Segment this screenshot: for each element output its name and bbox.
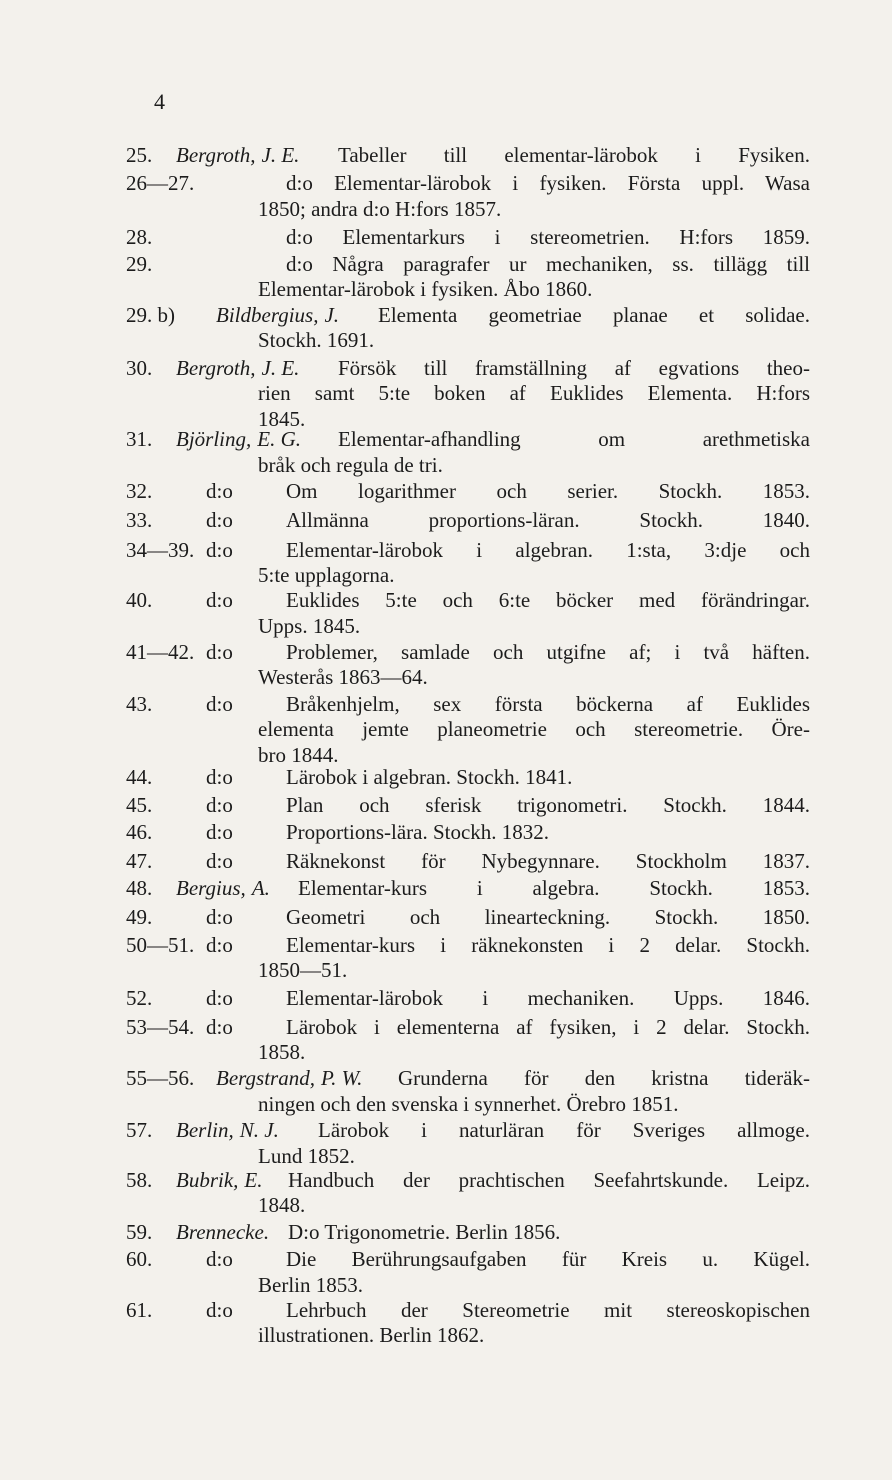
- entry-text: Die Berührungsaufgaben für Kreis u. Kügel.: [286, 1247, 810, 1271]
- entry-number: 41—42.: [126, 640, 195, 664]
- author-surname: d:o: [206, 508, 233, 532]
- entry-number: 50—51.: [126, 933, 195, 957]
- entry-first-line: [0, 222, 892, 252]
- author-surname: Bergroth,: [176, 356, 256, 380]
- author-surname: d:o: [206, 986, 233, 1010]
- entry-first-line: [0, 505, 892, 535]
- entry-text: Lehrbuch der Stereometrie mit stereoskopischen: [286, 1298, 810, 1322]
- entry-number: 53—54.: [126, 1015, 195, 1039]
- entry-number: 25.: [126, 143, 153, 167]
- entry-text: d:o Elementarkurs i stereometrien. H:fors 1859.: [286, 225, 810, 249]
- author-surname: Bergius,: [176, 876, 246, 900]
- author-surname: d:o: [206, 1247, 233, 1271]
- entry-number: 43.: [126, 692, 153, 716]
- author-initials: J.: [324, 303, 340, 327]
- entry-text: Lärobok i naturläran för Sveriges allmoge.: [318, 1118, 810, 1142]
- entry-text: Geometri och linearteckning. Stockh. 1850.: [286, 905, 810, 929]
- entry-text: Grunderna för den kristna tideräk-: [398, 1066, 810, 1090]
- entry-text: Elementar-lärobok i fysiken. Åbo 1860.: [258, 277, 593, 301]
- entry-text: d:o Elementar-lärobok i fysiken. Första uppl. Wasa: [286, 171, 810, 195]
- author-initials: A.: [251, 876, 270, 900]
- author-surname: d:o: [206, 1298, 233, 1322]
- entry-text: Bråkenhjelm, sex första böckerna af Euklides: [286, 692, 810, 716]
- author-surname: d:o: [206, 538, 233, 562]
- entry-text: Berlin 1853.: [258, 1273, 363, 1297]
- ditto-mark: [206, 846, 233, 876]
- entry-text: Försök till framställning af egvations theo-: [338, 356, 810, 380]
- entry-number: 29. b): [126, 303, 175, 327]
- ditto-mark: [206, 505, 233, 535]
- ditto-mark: [206, 476, 233, 506]
- author-surname: Brennecke.: [176, 1220, 270, 1244]
- entry-text: 1850; andra d:o H:fors 1857.: [258, 197, 502, 221]
- entry-number: 26—27.: [126, 171, 195, 195]
- ditto-mark: [206, 790, 233, 820]
- entry-number: 46.: [126, 820, 153, 844]
- author-surname: Björling,: [176, 427, 252, 451]
- entry-continuation-line: [0, 325, 892, 355]
- entry-first-line: [0, 983, 892, 1013]
- ditto-mark: [206, 817, 233, 847]
- author-surname: Bildbergius,: [216, 303, 319, 327]
- entry-number: 59.: [126, 1220, 153, 1244]
- entry-first-line: [0, 873, 892, 903]
- entry-number: 48.: [126, 876, 153, 900]
- author-surname: Berlin,: [176, 1118, 234, 1142]
- entry-number: 44.: [126, 765, 153, 789]
- entry-text: Elementar-kurs i algebra. Stockh. 1853.: [298, 876, 810, 900]
- author-surname: d:o: [206, 479, 233, 503]
- entry-number: 58.: [126, 1168, 153, 1192]
- entry-text: Elementar-lärobok i algebran. 1:sta, 3:dje och: [286, 538, 810, 562]
- entry-continuation-line: [0, 194, 892, 224]
- author-name: [176, 873, 270, 903]
- entry-text: 1845.: [258, 407, 306, 431]
- entry-text: ningen och den svenska i synnerhet. Örebro 1851.: [258, 1092, 679, 1116]
- entry-text: 1850—51.: [258, 958, 348, 982]
- entry-text: Elementar-afhandling om arethmetiska: [338, 427, 810, 451]
- author-surname: d:o: [206, 849, 233, 873]
- entry-text: Proportions-lära. Stockh. 1832.: [286, 820, 550, 844]
- ditto-mark: [206, 762, 233, 792]
- author-surname: d:o: [206, 640, 233, 664]
- entry-text: Lärobok i elementerna af fysiken, i 2 delar. Stockh.: [286, 1015, 810, 1039]
- entry-number: 55—56.: [126, 1066, 195, 1090]
- entry-text: Lund 1852.: [258, 1144, 355, 1168]
- author-surname: d:o: [206, 905, 233, 929]
- entry-first-line: [0, 846, 892, 876]
- entry-first-line: [0, 902, 892, 932]
- entry-continuation-line: [0, 662, 892, 692]
- author-initials: P. W.: [320, 1066, 363, 1090]
- entry-number: 52.: [126, 986, 153, 1010]
- entry-number: 34—39.: [126, 538, 195, 562]
- author-surname: d:o: [206, 793, 233, 817]
- entry-continuation-line: [0, 955, 892, 985]
- entry-text: bro 1844.: [258, 743, 339, 767]
- entry-text: 1858.: [258, 1040, 306, 1064]
- entry-text: Upps. 1845.: [258, 614, 361, 638]
- entry-number: 57.: [126, 1118, 153, 1142]
- entry-number: 33.: [126, 508, 153, 532]
- author-initials: J. E.: [261, 356, 300, 380]
- entry-text: Plan och sferisk trigonometri. Stockh. 1844.: [286, 793, 810, 817]
- entry-text: Elementar-kurs i räknekonsten i 2 delar. Stockh.: [286, 933, 810, 957]
- entry-text: d:o Några paragrafer ur mechaniken, ss. tillägg till: [286, 252, 810, 276]
- author-surname: d:o: [206, 1015, 233, 1039]
- entry-text: Handbuch der prachtischen Seefahrtskunde. Leipz.: [288, 1168, 810, 1192]
- entry-number: 28.: [126, 225, 153, 249]
- entry-number: 31.: [126, 427, 153, 451]
- entry-text: Tabeller till elementar-lärobok i Fysiken.: [338, 143, 810, 167]
- entry-first-line: [0, 817, 892, 847]
- entry-text: 5:te upplagorna.: [258, 563, 395, 587]
- page-number: 4: [154, 89, 165, 114]
- author-surname: d:o: [206, 588, 233, 612]
- entry-number: 45.: [126, 793, 153, 817]
- entry-first-line: [0, 1217, 892, 1247]
- entry-first-line: [0, 762, 892, 792]
- entry-text: Lärobok i algebran. Stockh. 1841.: [286, 765, 573, 789]
- entry-number: 40.: [126, 588, 153, 612]
- entry-number: 30.: [126, 356, 153, 380]
- entry-text: bråk och regula de tri.: [258, 453, 443, 477]
- entry-number: 60.: [126, 1247, 153, 1271]
- author-surname: d:o: [206, 692, 233, 716]
- entry-text: illustrationen. Berlin 1862.: [258, 1323, 485, 1347]
- entry-text: Problemer, samlade och utgifne af; i två häften.: [286, 640, 810, 664]
- entry-text: Räknekonst för Nybegynnare. Stockholm 1837.: [286, 849, 810, 873]
- entry-first-line: [0, 790, 892, 820]
- entry-number: 47.: [126, 849, 153, 873]
- entry-text: Elementa geometriae planae et solidae.: [378, 303, 810, 327]
- author-surname: Bubrik,: [176, 1168, 239, 1192]
- entry-number: 32.: [126, 479, 153, 503]
- entry-text: Allmänna proportions-läran. Stockh. 1840.: [286, 508, 810, 532]
- author-initials: N. J.: [239, 1118, 279, 1142]
- entry-number: 29.: [126, 252, 153, 276]
- author-name: [176, 140, 299, 170]
- entry-text: Elementar-lärobok i mechaniken. Upps. 1846.: [286, 986, 810, 1010]
- entry-first-line: [0, 476, 892, 506]
- author-initials: J. E.: [261, 143, 300, 167]
- author-surname: d:o: [206, 933, 233, 957]
- entry-text: D:o Trigonometrie. Berlin 1856.: [288, 1220, 561, 1244]
- ditto-mark: [206, 983, 233, 1013]
- entry-text: Westerås 1863—64.: [258, 665, 428, 689]
- entry-text: Stockh. 1691.: [258, 328, 375, 352]
- entry-number: 61.: [126, 1298, 153, 1322]
- entry-number: 49.: [126, 905, 153, 929]
- author-name: [176, 1217, 269, 1247]
- author-surname: Bergstrand,: [216, 1066, 315, 1090]
- entry-continuation-line: [0, 1190, 892, 1220]
- author-initials: E. G.: [257, 427, 302, 451]
- entry-first-line: [0, 140, 892, 170]
- author-surname: d:o: [206, 820, 233, 844]
- entry-text: rien samt 5:te boken af Euklides Elementa. H:fors: [258, 381, 810, 405]
- entry-continuation-line: [0, 1320, 892, 1350]
- ditto-mark: [206, 902, 233, 932]
- author-initials: E.: [244, 1168, 263, 1192]
- author-surname: Bergroth,: [176, 143, 256, 167]
- entry-text: 1848.: [258, 1193, 306, 1217]
- entry-text: Euklides 5:te och 6:te böcker med förändringar.: [286, 588, 810, 612]
- entry-text: Om logarithmer och serier. Stockh. 1853.: [286, 479, 810, 503]
- entry-text: elementa jemte planeometrie och stereometrie. Öre-: [258, 717, 810, 741]
- author-surname: d:o: [206, 765, 233, 789]
